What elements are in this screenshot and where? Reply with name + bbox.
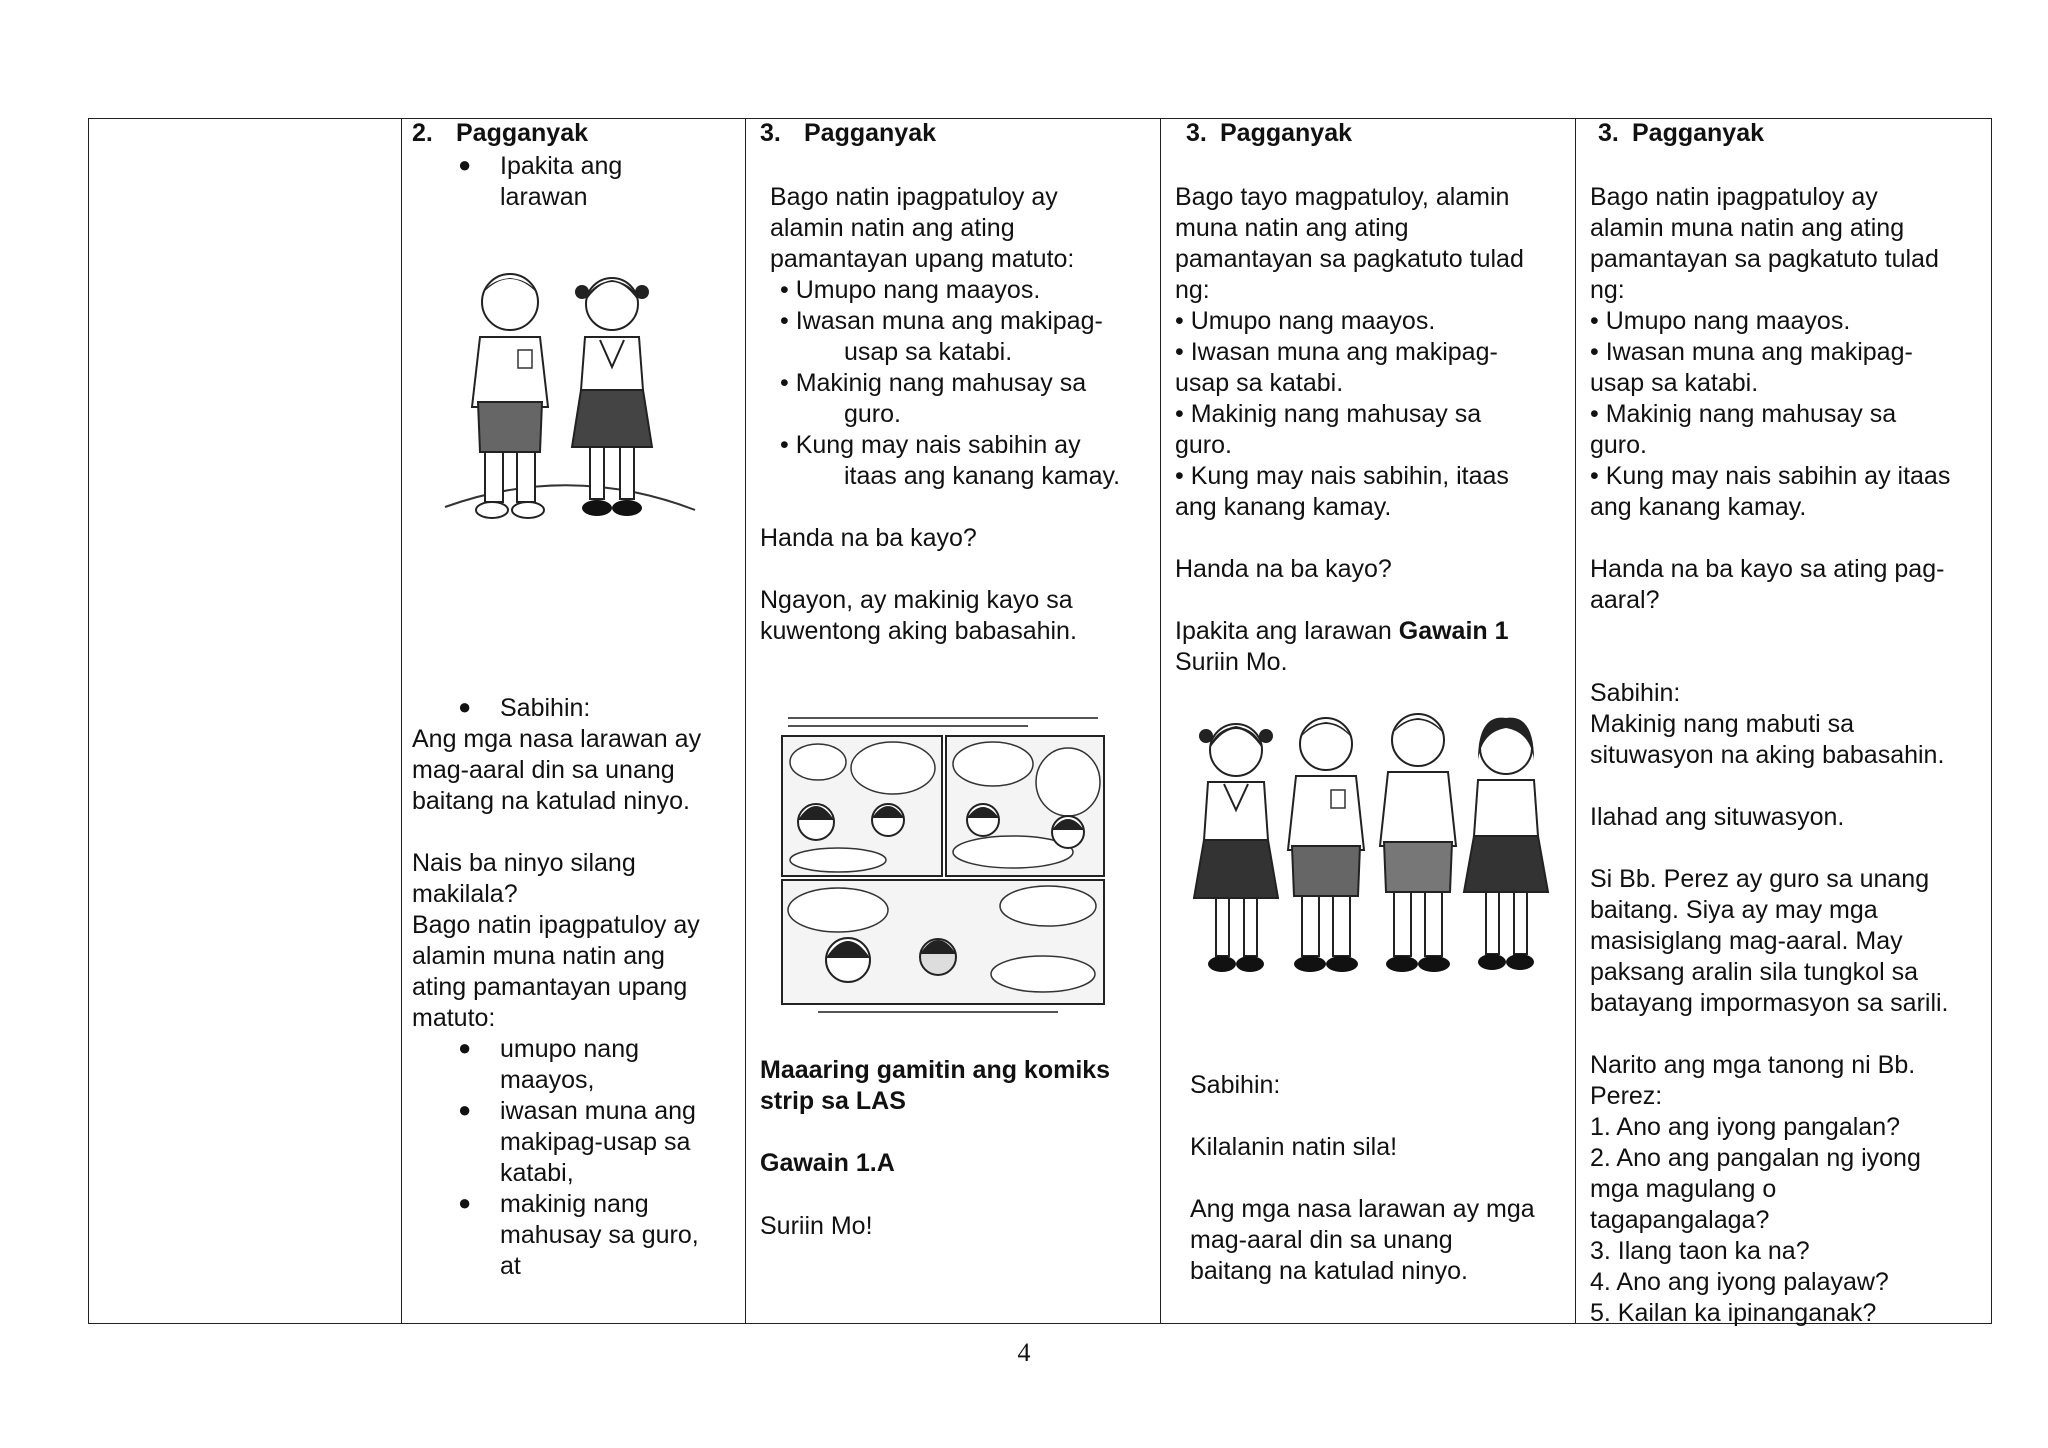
rule-line: guro. [1590, 431, 1647, 459]
paragraph-pupils [412, 724, 701, 817]
bullet-dot: ● [458, 1097, 472, 1122]
text-line: matuto: [412, 1004, 496, 1032]
rule-line: itaas ang kanang kamay. [844, 462, 1121, 490]
question-line: 4. Ano ang iyong palayaw? [1590, 1268, 1889, 1296]
text-line: alamin muna natin ang ating [1590, 214, 1905, 242]
ready-question [1590, 554, 1944, 616]
column-divider [1575, 119, 1576, 1323]
text-line: baitang na katulad ninyo. [1190, 1257, 1468, 1285]
list-item [500, 1096, 696, 1189]
comic-strip-illustration [778, 712, 1108, 1018]
rule-line: • Kung may nais sabihin ay [780, 431, 1081, 459]
rule-line: • Iwasan muna ang makipag- [780, 307, 1103, 335]
rule-line: ang kanang kamay. [1175, 493, 1392, 521]
text-line: pamantayan sa pagkatuto tulad [1175, 245, 1524, 273]
text-line: Bago natin ipagpatuloy ay [1590, 183, 1878, 211]
heading-number: 2. [412, 119, 433, 147]
text-line: paksang aralin sila tungkol sa [1590, 958, 1918, 986]
paragraph-intro [1590, 182, 1950, 523]
text-line: Maaaring gamitin ang komiks [760, 1056, 1111, 1084]
two-pupils-illustration [440, 262, 700, 562]
rule-line: • Kung may nais sabihin ay itaas [1590, 462, 1951, 490]
bullet-dot: ● [458, 1035, 472, 1060]
text-line: ng: [1175, 276, 1210, 304]
text-line: Si Bb. Perez ay guro sa unang [1590, 865, 1930, 893]
rule-line: usap sa katabi. [1590, 369, 1759, 397]
column-divider [401, 119, 402, 1323]
heading-pagganyak: Pagganyak [456, 119, 589, 147]
paragraph-pupils [1190, 1194, 1535, 1287]
text-line: Suriin Mo. [1175, 648, 1288, 676]
text-line: ng: [1590, 276, 1625, 304]
text-line: alamin muna natin ang [412, 942, 665, 970]
activity-ref: Gawain 1 [1398, 617, 1509, 645]
paragraph-intro [1175, 182, 1524, 523]
say-instruction [1590, 678, 1944, 771]
ready-question: Handa na ba kayo? [760, 524, 977, 552]
questions-list [1590, 1050, 1921, 1329]
text-line: Bago tayo magpatuloy, alamin [1175, 183, 1510, 211]
paragraph-standards [412, 848, 700, 1034]
text-line: Narito ang mga tanong ni Bb. [1590, 1051, 1916, 1079]
text-line: strip sa LAS [760, 1087, 906, 1115]
text-line: mahusay sa guro, [500, 1221, 699, 1249]
heading-pagganyak: Pagganyak [804, 119, 937, 147]
text-line: mag-aaral din sa unang [1190, 1226, 1453, 1254]
rule-line: • Makinig nang mahusay sa [1175, 400, 1482, 428]
question-line: tagapangalaga? [1590, 1206, 1770, 1234]
text-line: makinig nang [500, 1190, 649, 1218]
text-line: situwasyon na aking babasahin. [1590, 741, 1945, 769]
heading-number: 3. [760, 119, 781, 147]
page-number: 4 [1017, 1338, 1031, 1367]
text-line: Perez: [1590, 1082, 1663, 1110]
text-line: kuwentong aking babasahin. [760, 617, 1077, 645]
text-line: maayos, [500, 1066, 595, 1094]
rule-line: • Umupo nang maayos. [1175, 307, 1436, 335]
heading-pagganyak: Pagganyak [1632, 119, 1765, 147]
list-item [500, 1034, 639, 1096]
question-line: 2. Ano ang pangalan ng iyong [1590, 1144, 1921, 1172]
text-fragment: Ipakita ang larawan [1175, 617, 1399, 645]
text-line: Sabihin: [1590, 679, 1681, 707]
text-line: ating pamantayan upang [412, 973, 688, 1001]
rule-line: usap sa katabi. [844, 338, 1013, 366]
text-line: Ang mga nasa larawan ay mga [1190, 1195, 1535, 1223]
bullet-dot: ● [458, 694, 472, 719]
text-line: Ipakita ang [500, 152, 623, 180]
situation-story [1590, 864, 1949, 1019]
rule-line: • Kung may nais sabihin, itaas [1175, 462, 1509, 490]
ready-question: Handa na ba kayo? [1175, 555, 1392, 583]
text-line: Handa na ba kayo sa ating pag- [1590, 555, 1945, 583]
heading-pagganyak: Pagganyak [1220, 119, 1353, 147]
text-line: at [500, 1252, 521, 1280]
rule-line: • Makinig nang mahusay sa [1590, 400, 1897, 428]
question-line: 1. Ano ang iyong pangalan? [1590, 1113, 1900, 1141]
text-line: Bago natin ipagpatuloy ay [770, 183, 1058, 211]
question-line: 5. Kailan ka ipinanganak? [1590, 1299, 1877, 1327]
text-line: katabi, [500, 1159, 574, 1187]
present-situation: Ilahad ang situwasyon. [1590, 803, 1845, 831]
text-line [1175, 616, 1509, 647]
suriin-label: Suriin Mo! [760, 1212, 873, 1240]
rule-line: guro. [844, 400, 901, 428]
heading-number: 3. [1186, 119, 1207, 147]
activity-label: Gawain 1.A [760, 1149, 895, 1177]
rule-line: guro. [1175, 431, 1232, 459]
question-line: 3. Ilang taon ka na? [1590, 1237, 1810, 1265]
text-line: muna natin ang ating [1175, 214, 1409, 242]
say-label: Sabihin: [1190, 1071, 1281, 1099]
bullet-say: Sabihin: [500, 694, 591, 722]
rule-line: • Umupo nang maayos. [1590, 307, 1851, 335]
text-line: masisiglang mag-aaral. May [1590, 927, 1903, 955]
rule-line: usap sa katabi. [1175, 369, 1344, 397]
comic-note [760, 1055, 1110, 1117]
list-item [500, 1189, 699, 1282]
text-line: alamin natin ang ating [770, 214, 1015, 242]
text-line: Makinig nang mabuti sa [1590, 710, 1855, 738]
listen-instruction [760, 585, 1077, 647]
rule-line: • Umupo nang maayos. [780, 276, 1041, 304]
text-line: larawan [500, 183, 588, 211]
rule-line: • Iwasan muna ang makipag- [1175, 338, 1498, 366]
heading-number: 3. [1598, 119, 1619, 147]
text-line: baitang. Siya ay may mga [1590, 896, 1878, 924]
text-line: Ang mga nasa larawan ay [412, 725, 702, 753]
text-line: iwasan muna ang [500, 1097, 696, 1125]
bullet-show-picture [500, 151, 622, 213]
text-line: pamantayan upang matuto: [770, 245, 1075, 273]
question-line: mga magulang o [1590, 1175, 1777, 1203]
text-line: Bago natin ipagpatuloy ay [412, 911, 700, 939]
text-line: batayang impormasyon sa sarili. [1590, 989, 1949, 1017]
text-line: makilala? [412, 880, 518, 908]
text-line: umupo nang [500, 1035, 640, 1063]
column-divider [745, 119, 746, 1323]
text-line: pamantayan sa pagkatuto tulad [1590, 245, 1939, 273]
text-line: mag-aaral din sa unang [412, 756, 675, 784]
show-picture-instruction [1175, 616, 1509, 678]
rule-line: ang kanang kamay. [1590, 493, 1807, 521]
column-divider [1160, 119, 1161, 1323]
text-line: Nais ba ninyo silang [412, 849, 636, 877]
rule-line: • Iwasan muna ang makipag- [1590, 338, 1913, 366]
text-line: makipag-usap sa [500, 1128, 691, 1156]
text-line: Ngayon, ay makinig kayo sa [760, 586, 1073, 614]
bullet-dot: ● [458, 1190, 472, 1215]
rule-line: • Makinig nang mahusay sa [780, 369, 1087, 397]
text-line: aaral? [1590, 586, 1660, 614]
bullet-dot: ● [458, 152, 472, 177]
text-line: baitang na katulad ninyo. [412, 787, 690, 815]
paragraph-intro [770, 182, 1074, 275]
four-pupils-illustration [1186, 710, 1556, 1010]
rules-list [780, 275, 1120, 492]
meet-them: Kilalanin natin sila! [1190, 1133, 1398, 1161]
